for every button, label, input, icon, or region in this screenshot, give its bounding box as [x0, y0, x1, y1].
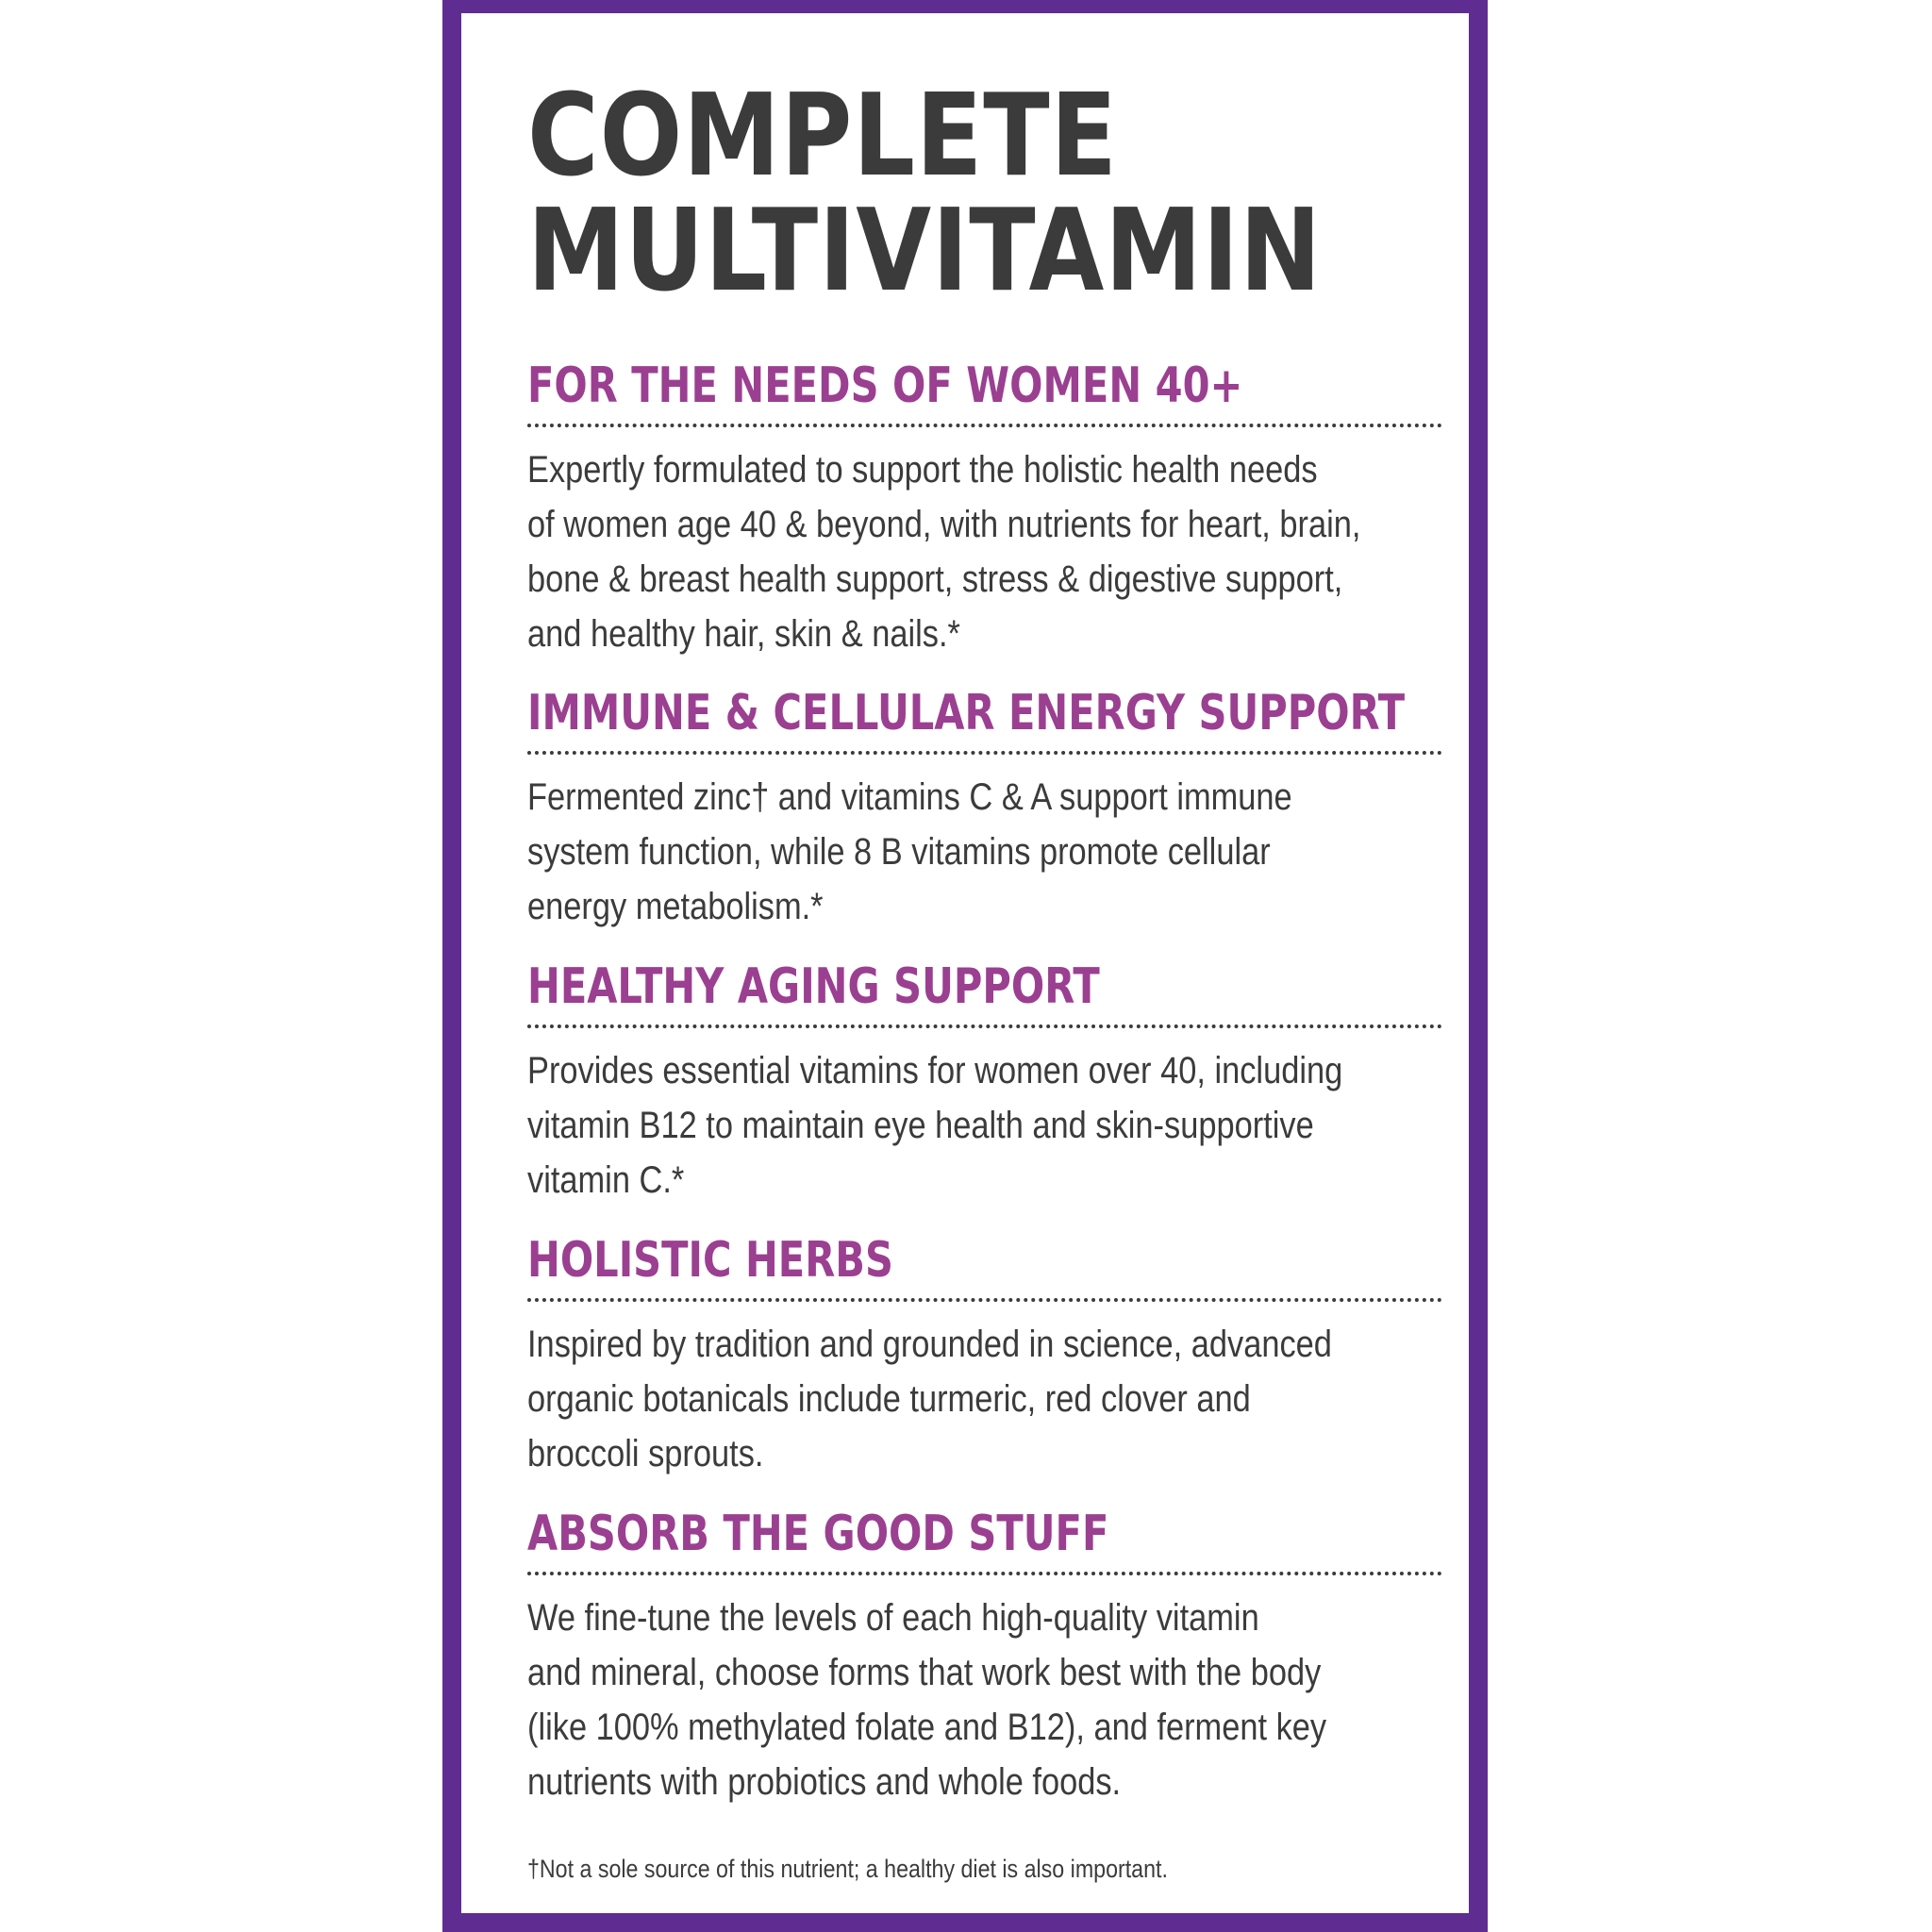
title-line-1: COMPLETE	[527, 71, 1118, 202]
dotted-divider	[527, 1572, 1442, 1575]
dotted-divider	[527, 1024, 1442, 1028]
body-line: vitamin C.*	[527, 1159, 685, 1201]
body-line: Inspired by tradition and grounded in science, advanced	[527, 1324, 1332, 1365]
dotted-divider	[527, 424, 1442, 427]
section-body	[527, 770, 1436, 934]
body-line: Expertly formulated to support the holistic health needs	[527, 449, 1318, 491]
section-body	[527, 1591, 1436, 1809]
section-body	[527, 1043, 1436, 1208]
section-immune-energy	[527, 685, 1442, 934]
body-line: and healthy hair, skin & nails.*	[527, 613, 960, 655]
footnote: †Not a sole source of this nutrient; a healthy diet is also important.	[527, 1855, 1168, 1883]
section-healthy-aging	[527, 958, 1442, 1208]
body-line: and mineral, choose forms that work best with the body	[527, 1652, 1322, 1693]
section-absorb	[527, 1506, 1442, 1809]
product-info-panel	[442, 0, 1488, 1932]
section-heading: IMMUNE & CELLULAR ENERGY SUPPORT	[527, 685, 1406, 741]
body-line: nutrients with probiotics and whole foods.	[527, 1761, 1122, 1803]
product-title	[527, 71, 1323, 317]
section-body	[527, 1317, 1436, 1481]
dotted-divider	[527, 751, 1442, 755]
section-heading: FOR THE NEEDS OF WOMEN 40+	[527, 358, 1243, 414]
body-line: system function, while 8 B vitamins promote cellular	[527, 831, 1271, 873]
body-line: energy metabolism.*	[527, 886, 824, 927]
section-heading: HEALTHY AGING SUPPORT	[527, 958, 1100, 1015]
body-line: (like 100% methylated folate and B12), and ferment key	[527, 1707, 1327, 1748]
section-women-40	[527, 358, 1442, 661]
dotted-divider	[527, 1298, 1442, 1302]
section-holistic-herbs	[527, 1232, 1442, 1481]
panel-content	[527, 71, 1424, 1883]
body-line: organic botanicals include turmeric, red clover and	[527, 1378, 1251, 1420]
body-line: of women age 40 & beyond, with nutrients for heart, brain,	[527, 504, 1361, 545]
body-line: bone & breast health support, stress & digestive support,	[527, 558, 1343, 600]
body-line: Provides essential vitamins for women over 40, including	[527, 1050, 1343, 1091]
section-heading: ABSORB THE GOOD STUFF	[527, 1506, 1109, 1562]
body-line: vitamin B12 to maintain eye health and skin-supportive	[527, 1105, 1314, 1146]
body-line: We fine-tune the levels of each high-quality vitamin	[527, 1597, 1259, 1639]
section-body	[527, 442, 1436, 661]
body-line: Fermented zinc† and vitamins C & A support immune	[527, 776, 1292, 818]
title-line-2: MULTIVITAMIN	[527, 186, 1323, 317]
section-heading: HOLISTIC HERBS	[527, 1232, 893, 1289]
body-line: broccoli sprouts.	[527, 1433, 764, 1474]
